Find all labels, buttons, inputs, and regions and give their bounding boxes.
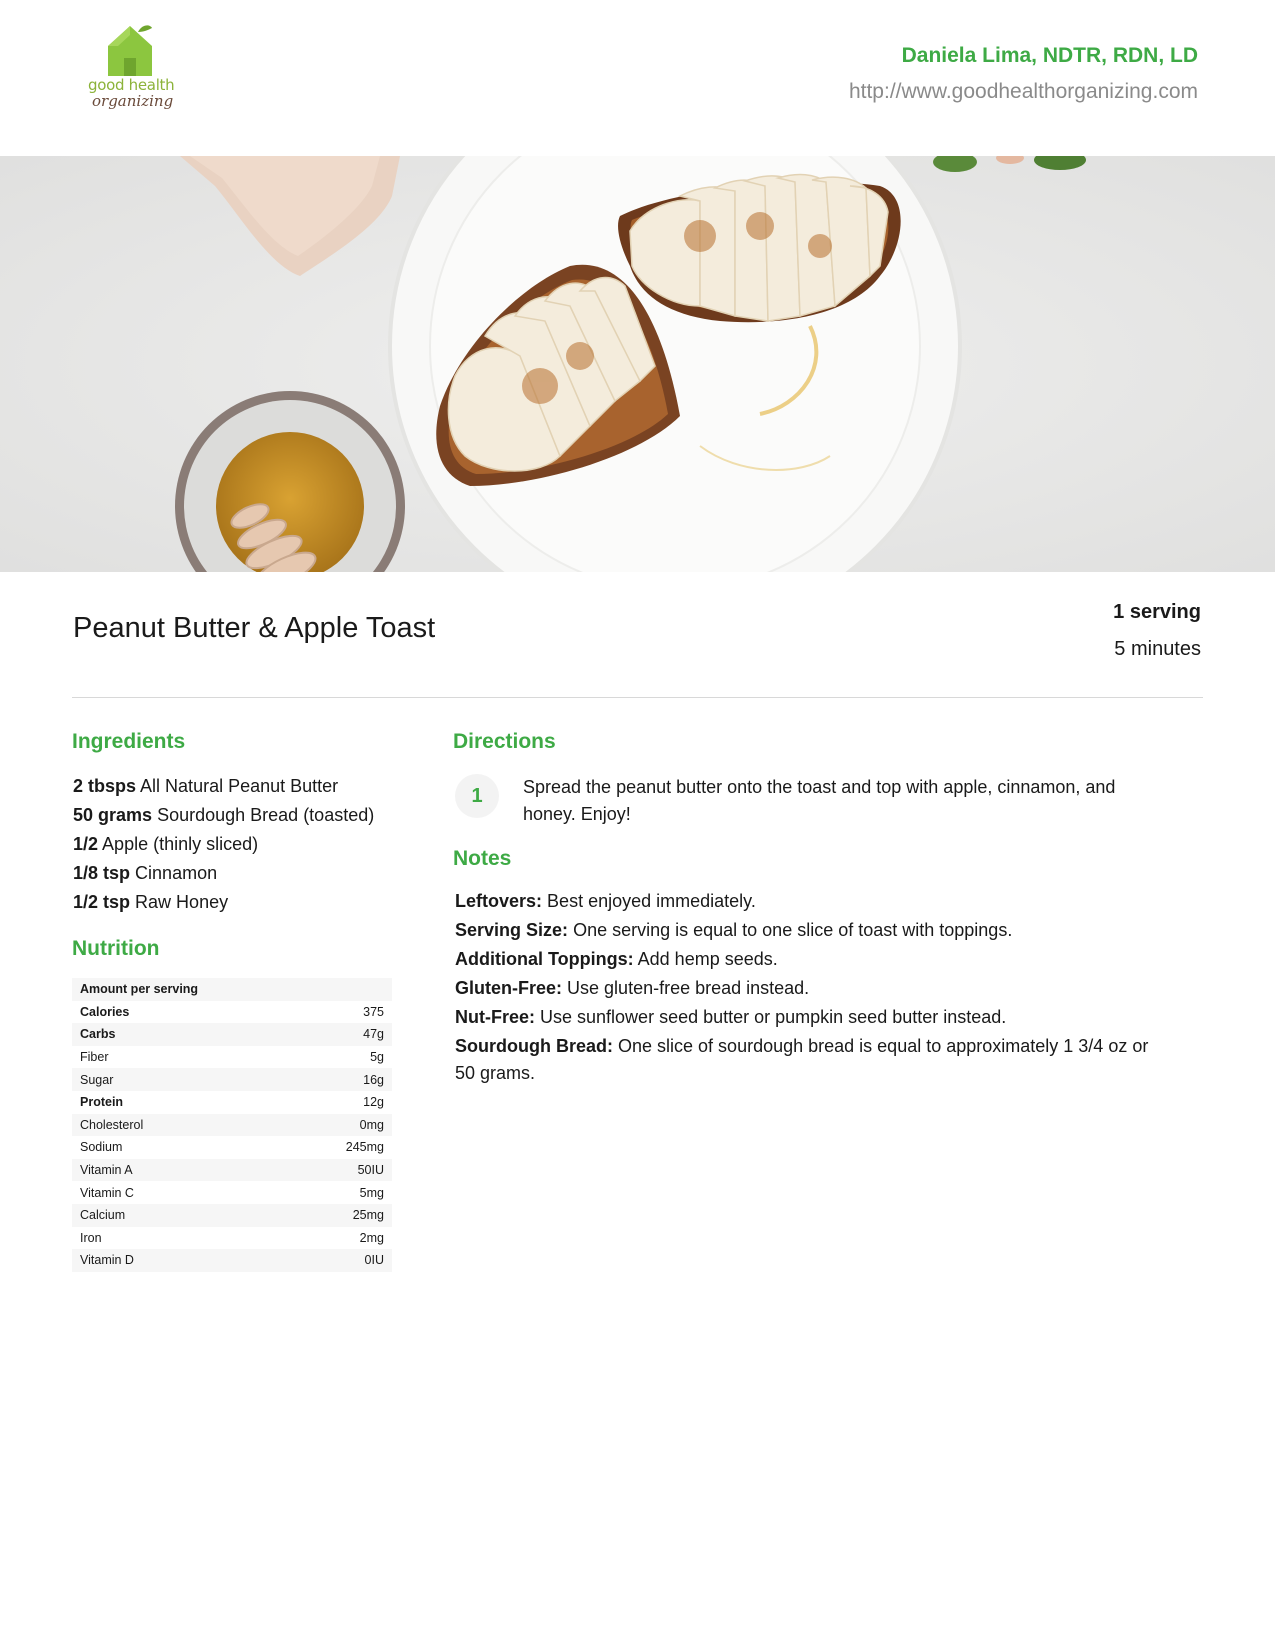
nutrition-heading: Nutrition bbox=[72, 937, 160, 960]
ingredient-item bbox=[73, 888, 413, 917]
ingredient-name: All Natural Peanut Butter bbox=[140, 776, 339, 796]
note-text: One slice of sourdough bread is equal to approximately 1 3/4 oz or 50 grams. bbox=[455, 1036, 1149, 1083]
nutrition-value: 25mg bbox=[352, 1208, 384, 1223]
hero-image bbox=[0, 156, 1275, 572]
nutrition-label: Sodium bbox=[80, 1140, 123, 1155]
ingredient-amount: 1/2 bbox=[73, 834, 99, 854]
nutrition-value: 5mg bbox=[359, 1185, 384, 1200]
servings-count: 1 serving bbox=[1113, 601, 1201, 623]
step-number: 1 bbox=[455, 774, 499, 818]
author-name: Daniela Lima, NDTR, RDN, LD bbox=[901, 44, 1198, 67]
ingredient-name: Cinnamon bbox=[135, 863, 218, 883]
note-item bbox=[455, 888, 1155, 915]
brand-logo bbox=[78, 24, 182, 122]
nutrition-label: Vitamin A bbox=[80, 1163, 133, 1178]
note-label: Leftovers: bbox=[455, 891, 543, 911]
nutrition-value: 0mg bbox=[359, 1117, 384, 1132]
note-item bbox=[455, 946, 1155, 973]
nutrition-label: Vitamin C bbox=[80, 1185, 134, 1200]
nutrition-label: Iron bbox=[80, 1230, 102, 1245]
notes-heading: Notes bbox=[453, 847, 512, 870]
nutrition-row bbox=[72, 1023, 392, 1046]
nutrition-label: Calories bbox=[80, 1004, 130, 1019]
nutrition-row bbox=[72, 1114, 392, 1137]
nutrition-value: 375 bbox=[363, 1004, 384, 1019]
ingredient-amount: 50 grams bbox=[73, 805, 153, 825]
ingredient-amount: 2 tbsps bbox=[73, 776, 137, 796]
notes-list bbox=[455, 888, 1155, 1089]
toast-photo bbox=[0, 156, 1275, 572]
note-label: Nut-Free: bbox=[455, 1007, 535, 1027]
nutrition-row bbox=[72, 1091, 392, 1114]
nutrition-row bbox=[72, 1159, 392, 1182]
nutrition-label: Cholesterol bbox=[80, 1117, 144, 1132]
nutrition-row bbox=[72, 1204, 392, 1227]
nutrition-row bbox=[72, 1181, 392, 1204]
nutrition-label: Carbs bbox=[80, 1027, 116, 1042]
ingredient-item bbox=[73, 859, 413, 888]
note-text: Use gluten-free bread instead. bbox=[567, 978, 810, 998]
nutrition-row bbox=[72, 1227, 392, 1250]
nutrition-value: 5g bbox=[370, 1050, 384, 1065]
note-text: Add hemp seeds. bbox=[637, 949, 778, 969]
ingredient-item bbox=[73, 830, 413, 859]
house-icon bbox=[78, 24, 182, 84]
nutrition-label: Calcium bbox=[80, 1208, 126, 1223]
ingredients-heading: Ingredients bbox=[72, 730, 186, 753]
note-item bbox=[455, 975, 1155, 1002]
ingredient-name: Raw Honey bbox=[135, 892, 229, 912]
logo-text-organizing: organizing bbox=[92, 92, 174, 110]
ingredient-name: Sourdough Bread (toasted) bbox=[157, 805, 375, 825]
section-divider bbox=[72, 697, 1203, 698]
ingredient-item bbox=[73, 801, 413, 830]
recipe-title: Peanut Butter & Apple Toast bbox=[73, 612, 436, 644]
step-text: Spread the peanut butter onto the toast and top with apple, cinnamon, and honey. Enjoy! bbox=[523, 777, 1116, 824]
note-text: Use sunflower seed butter or pumpkin seed butter instead. bbox=[540, 1007, 1007, 1027]
page-header bbox=[0, 0, 1275, 156]
note-label: Sourdough Bread: bbox=[455, 1036, 613, 1056]
ingredient-item bbox=[73, 772, 413, 801]
nutrition-value: 16g bbox=[363, 1072, 384, 1087]
note-text: Best enjoyed immediately. bbox=[547, 891, 756, 911]
nutrition-value: 12g bbox=[363, 1095, 384, 1110]
directions-heading: Directions bbox=[453, 730, 556, 753]
prep-time: 5 minutes bbox=[1114, 638, 1201, 660]
note-item bbox=[455, 917, 1155, 944]
nutrition-value: 0IU bbox=[364, 1253, 384, 1268]
note-label: Serving Size: bbox=[455, 920, 569, 940]
nutrition-row bbox=[72, 1001, 392, 1024]
note-label: Additional Toppings: bbox=[455, 949, 634, 969]
ingredients-list bbox=[73, 772, 413, 917]
ingredient-amount: 1/8 tsp bbox=[73, 863, 131, 883]
nutrition-row bbox=[72, 1046, 392, 1069]
nutrition-value: 47g bbox=[363, 1027, 384, 1042]
logo-text-good-health: good health bbox=[88, 76, 175, 94]
nutrition-label: Protein bbox=[80, 1095, 124, 1110]
ingredient-amount: 1/2 tsp bbox=[73, 892, 131, 912]
nutrition-row bbox=[72, 1249, 392, 1272]
note-item bbox=[455, 1004, 1155, 1031]
nutrition-label: Sugar bbox=[80, 1072, 114, 1087]
nutrition-label: Amount per serving bbox=[80, 982, 199, 997]
nutrition-label: Fiber bbox=[80, 1050, 109, 1065]
nutrition-value: 50IU bbox=[357, 1163, 384, 1178]
nutrition-label: Vitamin D bbox=[80, 1253, 134, 1268]
nutrition-value: 2mg bbox=[359, 1230, 384, 1245]
nutrition-row bbox=[72, 978, 392, 1001]
website-link[interactable]: http://www.goodhealthorganizing.com bbox=[848, 80, 1198, 103]
note-item bbox=[455, 1033, 1155, 1087]
note-text: One serving is equal to one slice of toast with toppings. bbox=[573, 920, 1013, 940]
nutrition-row bbox=[72, 1136, 392, 1159]
nutrition-table bbox=[72, 978, 392, 1272]
ingredient-name: Apple (thinly sliced) bbox=[102, 834, 259, 854]
nutrition-row bbox=[72, 1068, 392, 1091]
note-label: Gluten-Free: bbox=[455, 978, 563, 998]
nutrition-value: 245mg bbox=[345, 1140, 384, 1155]
